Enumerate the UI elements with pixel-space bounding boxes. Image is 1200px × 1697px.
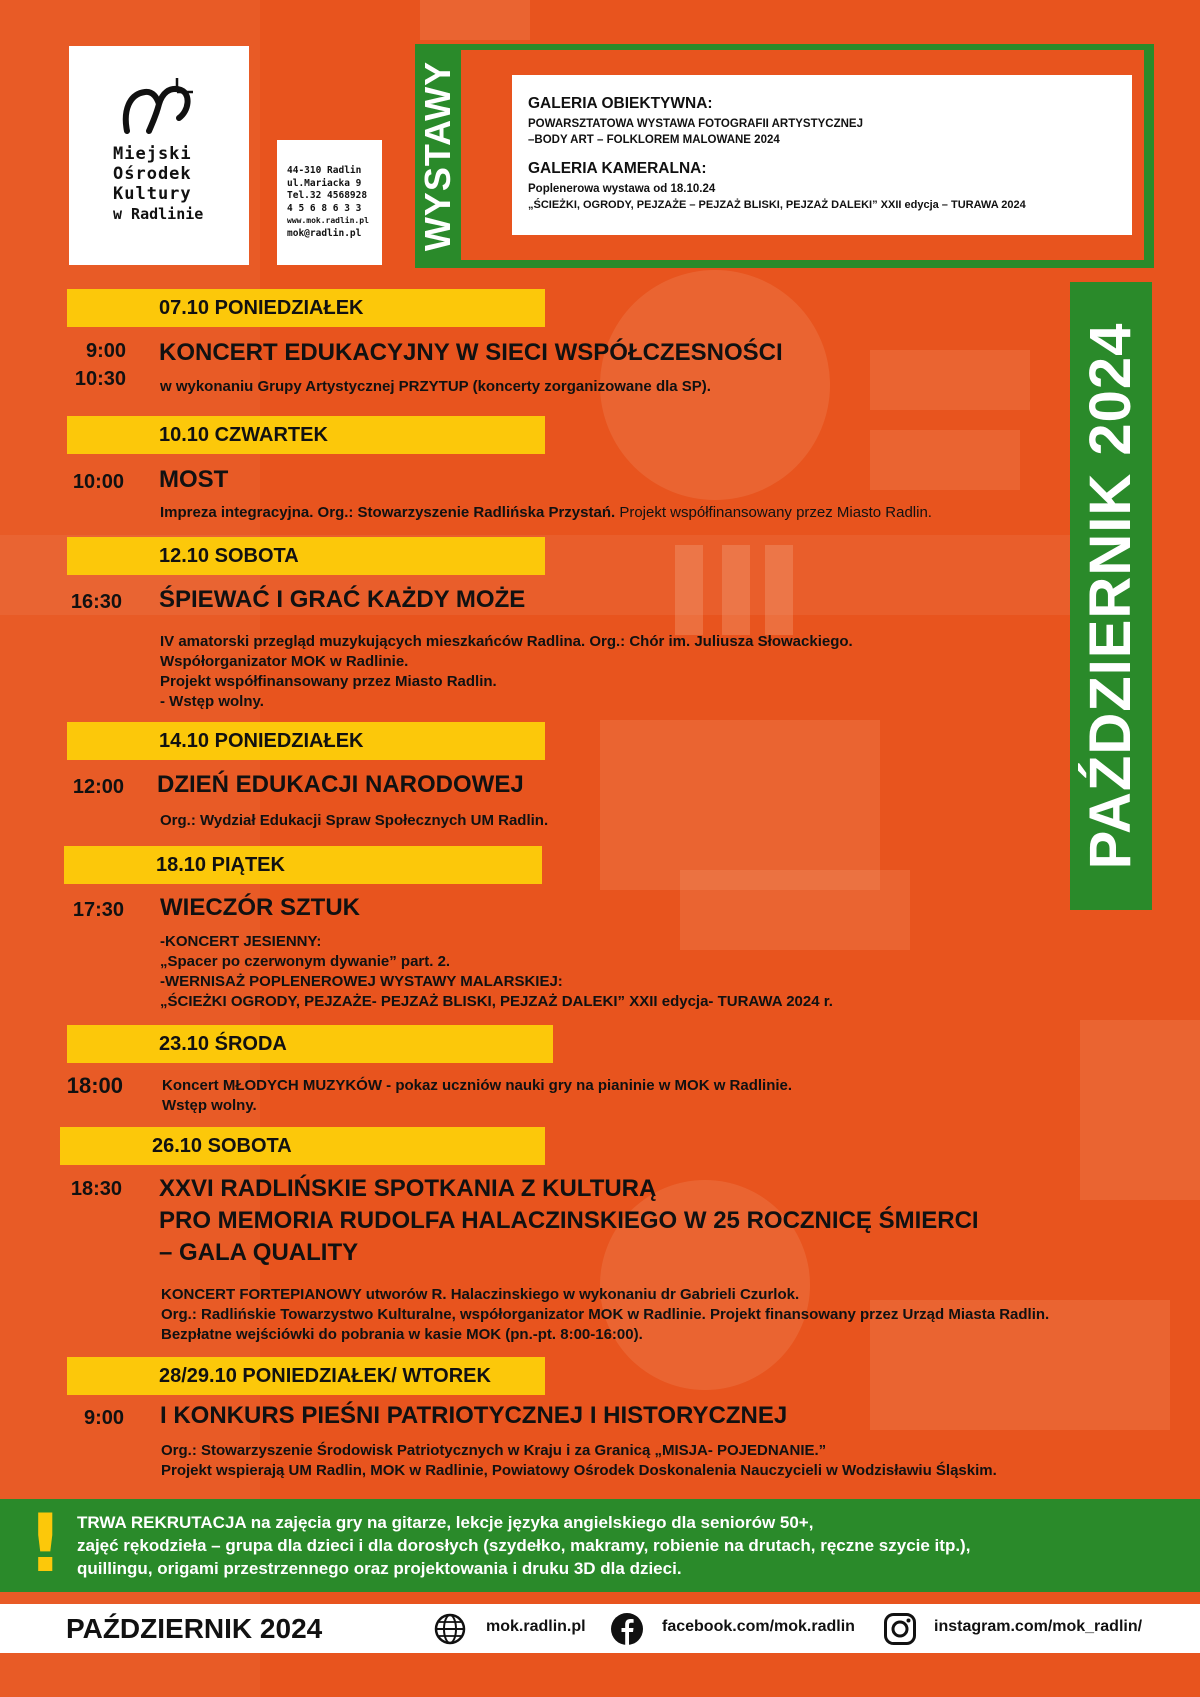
contact-phone: Tel.32 4568928 <box>287 190 368 201</box>
event-description-bold: Impreza integracyjna. Org.: Stowarzyszenie Radlińska Przystań. <box>160 504 616 521</box>
event-time: 18:00 <box>66 1073 123 1098</box>
day-bar: 07.10 PONIEDZIAŁEK <box>67 289 545 327</box>
background-shape <box>722 545 750 635</box>
gallery-line: Poplenerowa wystawa od 18.10.24 <box>528 183 716 195</box>
event-description: IV amatorski przegląd muzykujących mieszkańców Radlina. Org.: Chór im. Juliusza Słowackiego. <box>160 633 853 650</box>
logo-bird-icon <box>119 76 199 136</box>
background-shape <box>420 0 530 40</box>
background-shape <box>870 350 1030 410</box>
recruitment-line: zajęć rękodzieła – grupa dla dzieci i dla dorosłych (szydełko, makramy, robienie na drutach, ręczne szycie itp.), <box>77 1536 971 1555</box>
exhibitions-tab <box>415 44 461 268</box>
event-title: I KONKURS PIEŚNI PATRIOTYCZNEJ I HISTORYCZNEJ <box>160 1402 788 1429</box>
month-banner-label: PAŹDZIERNIK 2024 <box>1078 322 1143 870</box>
facebook-icon <box>610 1612 644 1646</box>
event-title: DZIEŃ EDUKACJI NARODOWEJ <box>157 771 524 798</box>
website-link[interactable]: mok.radlin.pl <box>486 1618 586 1635</box>
recruitment-text <box>77 1511 970 1580</box>
contact-text <box>287 165 369 240</box>
globe-icon <box>433 1612 467 1646</box>
day-bar: 26.10 SOBOTA <box>60 1127 545 1165</box>
contact-email[interactable]: mok@radlin.pl <box>287 227 362 239</box>
gallery-line: POWARSZTATOWA WYSTAWA FOTOGRAFII ARTYSTYCZNEJ <box>528 118 863 130</box>
gallery-title: GALERIA KAMERALNA: <box>528 160 707 177</box>
event-description: Bezpłatne wejściówki do pobrania w kasie MOK (pn.-pt. 8:00-16:00). <box>161 1326 643 1343</box>
day-bar: 14.10 PONIEDZIAŁEK <box>67 722 545 760</box>
event-description: Org.: Stowarzyszenie Środowisk Patriotycznych w Kraju i za Granicą „MISJA- POJEDNANIE.” <box>161 1442 827 1459</box>
logo <box>69 46 249 265</box>
event-title: XXVI RADLIŃSKIE SPOTKANIA Z KULTURĄ <box>159 1175 657 1202</box>
footer <box>0 1604 1200 1653</box>
background-shape <box>680 870 910 950</box>
logo-line: Kultury <box>113 184 192 204</box>
event-time: 12:00 <box>72 776 124 798</box>
gallery-title: GALERIA OBIEKTYWNA: <box>528 95 713 112</box>
event-title: PRO MEMORIA RUDOLFA HALACZINSKIEGO W 25 ROCZNICĘ ŚMIERCI <box>159 1207 979 1234</box>
day-bar: 23.10 ŚRODA <box>67 1025 553 1063</box>
event-description: Koncert MŁODYCH MUZYKÓW - pokaz uczniów nauki gry na pianinie w MOK w Radlinie. <box>162 1077 793 1094</box>
event-description: Org.: Radlińskie Towarzystwo Kulturalne, współorganizator MOK w Radlinie. Projekt finansowany przez Urząd Miasta Radlin. <box>161 1306 1050 1323</box>
exclamation-icon: ! <box>27 1497 64 1590</box>
background-shape <box>600 720 880 890</box>
event-title: KONCERT EDUKACYJNY W SIECI WSPÓŁCZESNOŚCI <box>159 339 783 366</box>
logo-line: Ośrodek <box>113 164 192 184</box>
event-time: 9:00 <box>83 1407 124 1429</box>
event-description <box>160 503 932 523</box>
gallery-line: „ŚCIEŻKI, OGRODY, PEJZAŻE – PEJZAŻ BLISKI, PEJZAŻ DALEKI” XXII edycja – TURAWA 2024 <box>528 199 1026 211</box>
day-bar: 12.10 SOBOTA <box>67 537 545 575</box>
recruitment-banner <box>0 1499 1200 1592</box>
event-description: - Wstęp wolny. <box>160 693 264 710</box>
recruitment-line: TRWA REKRUTACJA na zajęcia gry na gitarze, lekcje języka angielskiego dla seniorów 50+, <box>77 1513 814 1532</box>
event-time: 10:30 <box>74 368 126 390</box>
event-description: Współorganizator MOK w Radlinie. <box>160 653 409 670</box>
background-shape <box>870 430 1020 490</box>
contact-website[interactable]: www.mok.radlin.pl <box>287 216 369 225</box>
contact-address: 44-310 Radlin <box>287 165 362 176</box>
logo-line: Miejski <box>113 144 192 164</box>
event-time: 17:30 <box>72 899 124 921</box>
event-description: -KONCERT JESIENNY: <box>160 933 322 950</box>
event-time: 9:00 <box>85 340 126 362</box>
event-title: ŚPIEWAĆ I GRAĆ KAŻDY MOŻE <box>159 586 526 613</box>
event-description: Projekt współfinansowany przez Miasto Radlin. <box>160 673 497 690</box>
month-banner <box>1070 282 1152 910</box>
event-description: Org.: Wydział Edukacji Spraw Społecznych UM Radlin. <box>160 812 549 829</box>
contact-phone2: 4 5 6 8 6 3 3 <box>287 202 362 214</box>
event-time: 10:00 <box>72 471 124 493</box>
background-shape <box>765 545 793 635</box>
facebook-link[interactable]: facebook.com/mok.radlin <box>662 1618 855 1635</box>
logo-text <box>113 144 233 224</box>
day-bar: 28/29.10 PONIEDZIAŁEK/ WTOREK <box>67 1357 545 1395</box>
event-description: „ŚCIEŻKI OGRODY, PEJZAŻE- PEJZAŻ BLISKI, PEJZAŻ DALEKI” XXII edycja- TURAWA 2024 r. <box>160 993 833 1010</box>
event-description: „Spacer po czerwonym dywanie” part. 2. <box>160 953 451 970</box>
event-title: MOST <box>159 466 229 493</box>
instagram-link[interactable]: instagram.com/mok_radlin/ <box>934 1618 1143 1635</box>
logo-line: w Radlinie <box>113 205 204 223</box>
event-description-normal: Projekt współfinansowany przez Miasto Radlin. <box>615 504 932 521</box>
day-bar: 18.10 PIĄTEK <box>64 846 542 884</box>
event-time: 18:30 <box>70 1178 122 1200</box>
event-description: Wstęp wolny. <box>162 1097 257 1114</box>
instagram-icon <box>883 1612 917 1646</box>
event-title: – GALA QUALITY <box>159 1239 359 1266</box>
event-description: Projekt wspierają UM Radlin, MOK w Radlinie, Powiatowy Ośrodek Doskonalenia Nauczycieli w Wodzisławiu Śląskim. <box>161 1462 997 1479</box>
recruitment-line: quillingu, origami przestrzennego oraz projektowania i druku 3D dla dzieci. <box>77 1559 682 1578</box>
gallery-line: –BODY ART – FOLKLOREM MALOWANE 2024 <box>528 134 780 146</box>
gallery-box <box>512 75 1132 235</box>
contact-street: ul.Mariacka 9 <box>287 177 362 189</box>
day-bar: 10.10 CZWARTEK <box>67 416 545 454</box>
event-time: 16:30 <box>70 591 122 613</box>
event-title: WIECZÓR SZTUK <box>160 894 360 921</box>
event-description: KONCERT FORTEPIANOWY utworów R. Halaczinskiego w wykonaniu dr Gabrieli Czurlok. <box>161 1286 800 1303</box>
event-description: -WERNISAŻ POPLENEROWEJ WYSTAWY MALARSKIEJ: <box>160 973 563 990</box>
background-shape <box>1080 1020 1200 1200</box>
exhibitions-label: WYSTAWY <box>417 60 458 252</box>
event-description: w wykonaniu Grupy Artystycznej PRZYTUP (koncerty zorganizowane dla SP). <box>160 378 711 395</box>
contact-box <box>277 140 382 265</box>
footer-month: PAŹDZIERNIK 2024 <box>66 1613 323 1644</box>
background-shape <box>675 545 703 635</box>
